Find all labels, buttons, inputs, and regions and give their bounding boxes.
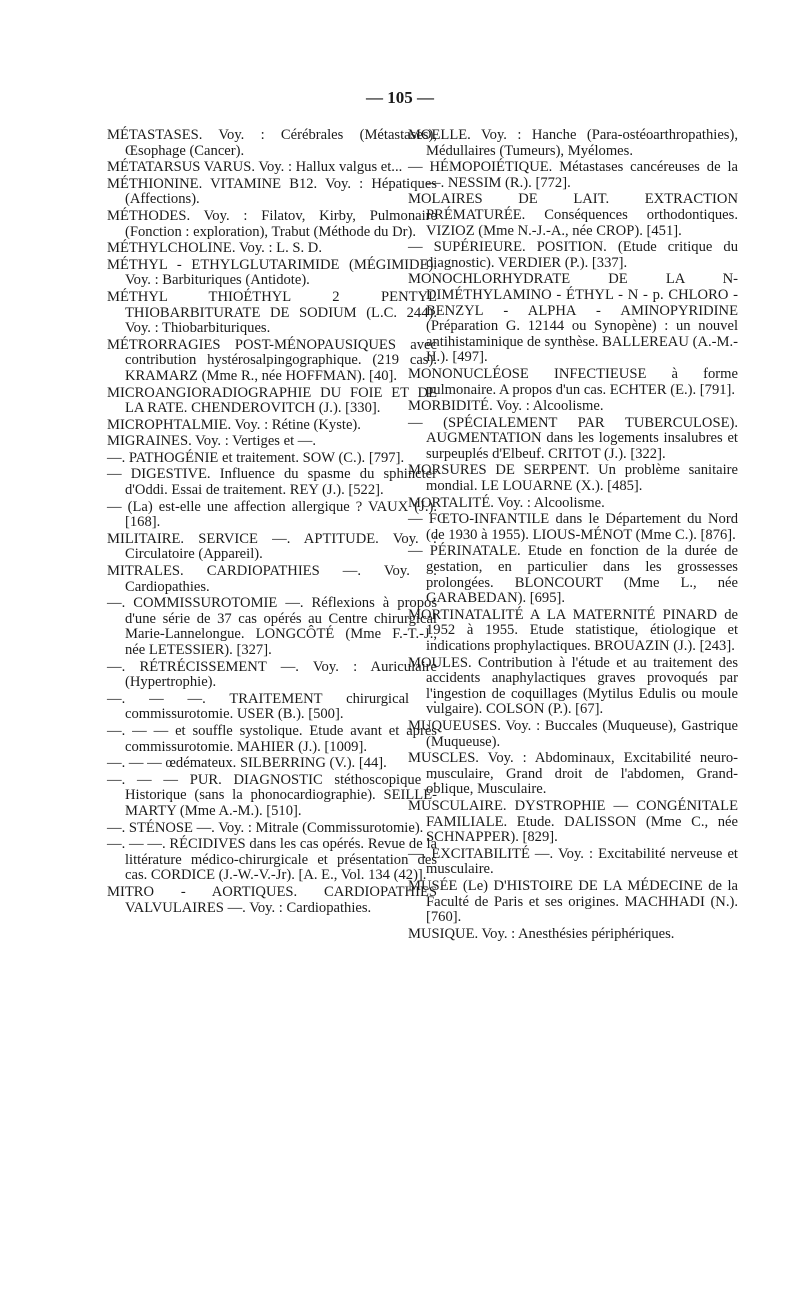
index-entry: —. — — PUR. DIAGNOSTIC stéthoscopique : Historique (sans la phonocardiographie). SEILLE-MARTY (Mme A.-M.). [510]. bbox=[107, 771, 437, 819]
index-entry: MÉTHIONINE. VITAMINE B12. Voy. : Hépatiques (Affections). bbox=[107, 175, 437, 208]
index-entry: MUSIQUE. Voy. : Anesthésies périphériques. bbox=[408, 925, 675, 942]
index-entry: —. COMMISSUROTOMIE —. Réflexions à propos d'une série de 37 cas opérés au Centre chirurgical Marie-Lannelongue. LONGCÔTÉ (Mme F.-T.-J., née LETESSIER). [327]. bbox=[107, 595, 437, 658]
index-entry: MORBIDITÉ. Voy. : Alcoolisme. bbox=[408, 398, 604, 415]
index-entry: MUSCLES. Voy. : Abdominaux, Excitabilité neuro-musculaire, Grand droit de l'abdomen, Grand-oblique, Musculaire. bbox=[408, 750, 738, 798]
index-entry: MICROPHTALMIE. Voy. : Rétine (Kyste). bbox=[107, 416, 361, 433]
index-entry: MUSCULAIRE. DYSTROPHIE — CONGÉNITALE FAMILIALE. Etude. DALISSON (Mme C., née SCHNAPPER). [829]. bbox=[408, 797, 738, 846]
index-entry: MILITAIRE. SERVICE —. APTITUDE. Voy. : Circulatoire (Appareil). bbox=[107, 530, 437, 563]
index-entry: MÉTHYL - ETHYLGLUTARIMIDE (MÉGIMIDE). Voy. : Barbituriques (Antidote). bbox=[107, 256, 437, 289]
index-entry: —. EXCITABILITÉ —. Voy. : Excitabilité nerveuse et musculaire. bbox=[408, 845, 738, 878]
index-entry: — FŒTO-INFANTILE dans le Département du Nord (de 1930 à 1955). LIOUS-MÉNOT (Mme C.). [876]. bbox=[408, 511, 738, 543]
index-entry: MOLAIRES DE LAIT. EXTRACTION PRÉMATURÉE. Conséquences orthodontiques. VIZIOZ (Mme N.-J.-A., née CROP). [451]. bbox=[408, 191, 738, 239]
left-column bbox=[107, 128, 437, 917]
index-entry: MONOCHLORHYDRATE DE LA N-DIMÉTHYLAMINO - ÉTHYL - N - p. CHLORO - BENZYL - ALPHA - AMINOPYRIDINE (Préparation G. 12144 ou Synopène) : un nouvel antihistaminique de synthèse. BALLEREAU (A.-M.-H.). [497]. bbox=[408, 271, 738, 366]
index-entry: MICROANGIORADIOGRAPHIE DU FOIE ET DE LA RATE. CHENDEROVITCH (J.). [330]. bbox=[107, 384, 437, 417]
index-entry: — DIGESTIVE. Influence du spasme du sphincter d'Oddi. Essai de traitement. REY (J.). [522]. bbox=[107, 466, 437, 499]
index-entry: MITRO - AORTIQUES. CARDIOPATHIES VALVULAIRES —. Voy. : Cardiopathies. bbox=[107, 883, 437, 916]
index-entry: MOELLE. Voy. : Hanche (Para-ostéoarthropathies), Médullaires (Tumeurs), Myélomes. bbox=[408, 127, 738, 159]
index-entry: —. — — œdémateux. SILBERRING (V.). [44]. bbox=[107, 755, 387, 772]
index-entry: — (La) est-elle une affection allergique ? VAUX (J.). [168]. bbox=[107, 498, 437, 531]
index-entry: — (SPÉCIALEMENT PAR TUBERCULOSE). AUGMENTATION dans les logements insalubres et surpeuplés d'Elbeuf. CRITOT (J.). [322]. bbox=[408, 414, 738, 462]
index-entry: — SUPÉRIEURE. POSITION. (Etude critique du diagnostic). VERDIER (P.). [337]. bbox=[408, 239, 738, 271]
index-entry: MORSURES DE SERPENT. Un problème sanitaire mondial. LE LOUARNE (X.). [485]. bbox=[408, 462, 738, 495]
index-entry: —. — —. TRAITEMENT chirurgical : commissurotomie. USER (B.). [500]. bbox=[107, 690, 437, 723]
index-entry: MORTINATALITÉ A LA MATERNITÉ PINARD de 1952 à 1955. Etude statistique, étiologique et indications prophylactiques. BROUAZIN (J.). [243]. bbox=[408, 606, 738, 654]
index-entry: — PÉRINATALE. Etude en fonction de la durée de gestation, en particulier dans les grossesses prolongées. BLONCOURT (Mme L., née GARABEDAN). [695]. bbox=[408, 543, 738, 607]
index-entry: MIGRAINES. Voy. : Vertiges et —. bbox=[107, 433, 317, 450]
index-entry: MITRALES. CARDIOPATHIES —. Voy. : Cardiopathies. bbox=[107, 563, 437, 595]
index-entry: MONONUCLÉOSE INFECTIEUSE à forme pulmonaire. A propos d'un cas. ECHTER (E.). [791]. bbox=[408, 365, 738, 398]
index-entry: —. RÉTRÉCISSEMENT —. Voy. : Auriculaire (Hypertrophie). bbox=[107, 658, 437, 691]
index-entry: MÉTASTASES. Voy. : Cérébrales (Métastases), Œsophage (Cancer). bbox=[107, 127, 437, 159]
index-entry: MÉTHODES. Voy. : Filatov, Kirby, Pulmonaire (Fonction : exploration), Trabut (Méthode du Dr). bbox=[107, 207, 437, 240]
index-entry: —. — — et souffle systolique. Etude avant et après commissurotomie. MAHIER (J.). [1009]. bbox=[107, 722, 437, 755]
index-entry: MUQUEUSES. Voy. : Buccales (Muqueuse), Gastrique (Muqueuse). bbox=[408, 717, 738, 750]
index-entry: MORTALITÉ. Voy. : Alcoolisme. bbox=[408, 494, 605, 511]
index-entry: MÉTHYL THIOÉTHYL 2 PENTYL THIOBARBITURATE DE SODIUM (L.C. 244). Voy. : Thiobarbituriques. bbox=[107, 288, 437, 337]
index-entry: MOULES. Contribution à l'étude et au traitement des accidents anaphylactiques graves provoqués par l'ingestion de coquillages (Mytilus Edulis ou moule vulgaire). COLSON (P.). [67]. bbox=[408, 654, 738, 718]
index-entry: MÉTRORRAGIES POST-MÉNOPAUSIQUES avec contribution hystérosalpingographique. (219 cas). KRAMARZ (Mme R., née HOFFMAN). [40]. bbox=[107, 336, 437, 384]
index-entry: —. PATHOGÉNIE et traitement. SOW (C.). [797]. bbox=[107, 449, 405, 466]
index-entry: MÉTHYLCHOLINE. Voy. : L. S. D. bbox=[107, 240, 322, 257]
index-entry: MÉTATARSUS VARUS. Voy. : Hallux valgus et... bbox=[107, 159, 403, 176]
right-column bbox=[408, 128, 738, 943]
index-entry: —. STÉNOSE —. Voy. : Mitrale (Commissurotomie). bbox=[107, 819, 424, 836]
page-number: — 105 — bbox=[366, 88, 434, 107]
index-entry: — HÉMOPOIÉTIQUE. Métastases cancéreuses de la —. NESSIM (R.). [772]. bbox=[408, 159, 738, 191]
index-entry: —. — —. RÉCIDIVES dans les cas opérés. Revue de la littérature médico-chirurgicale et présentation des cas. CORDICE (J.-W.-V.-Jr). [A. E., Vol. 134 (42)]. bbox=[107, 836, 437, 884]
index-entry: MUSÉE (Le) D'HISTOIRE DE LA MÉDECINE de la Faculté de Paris et ses origines. MACHHADI (N.). [760]. bbox=[408, 877, 738, 926]
